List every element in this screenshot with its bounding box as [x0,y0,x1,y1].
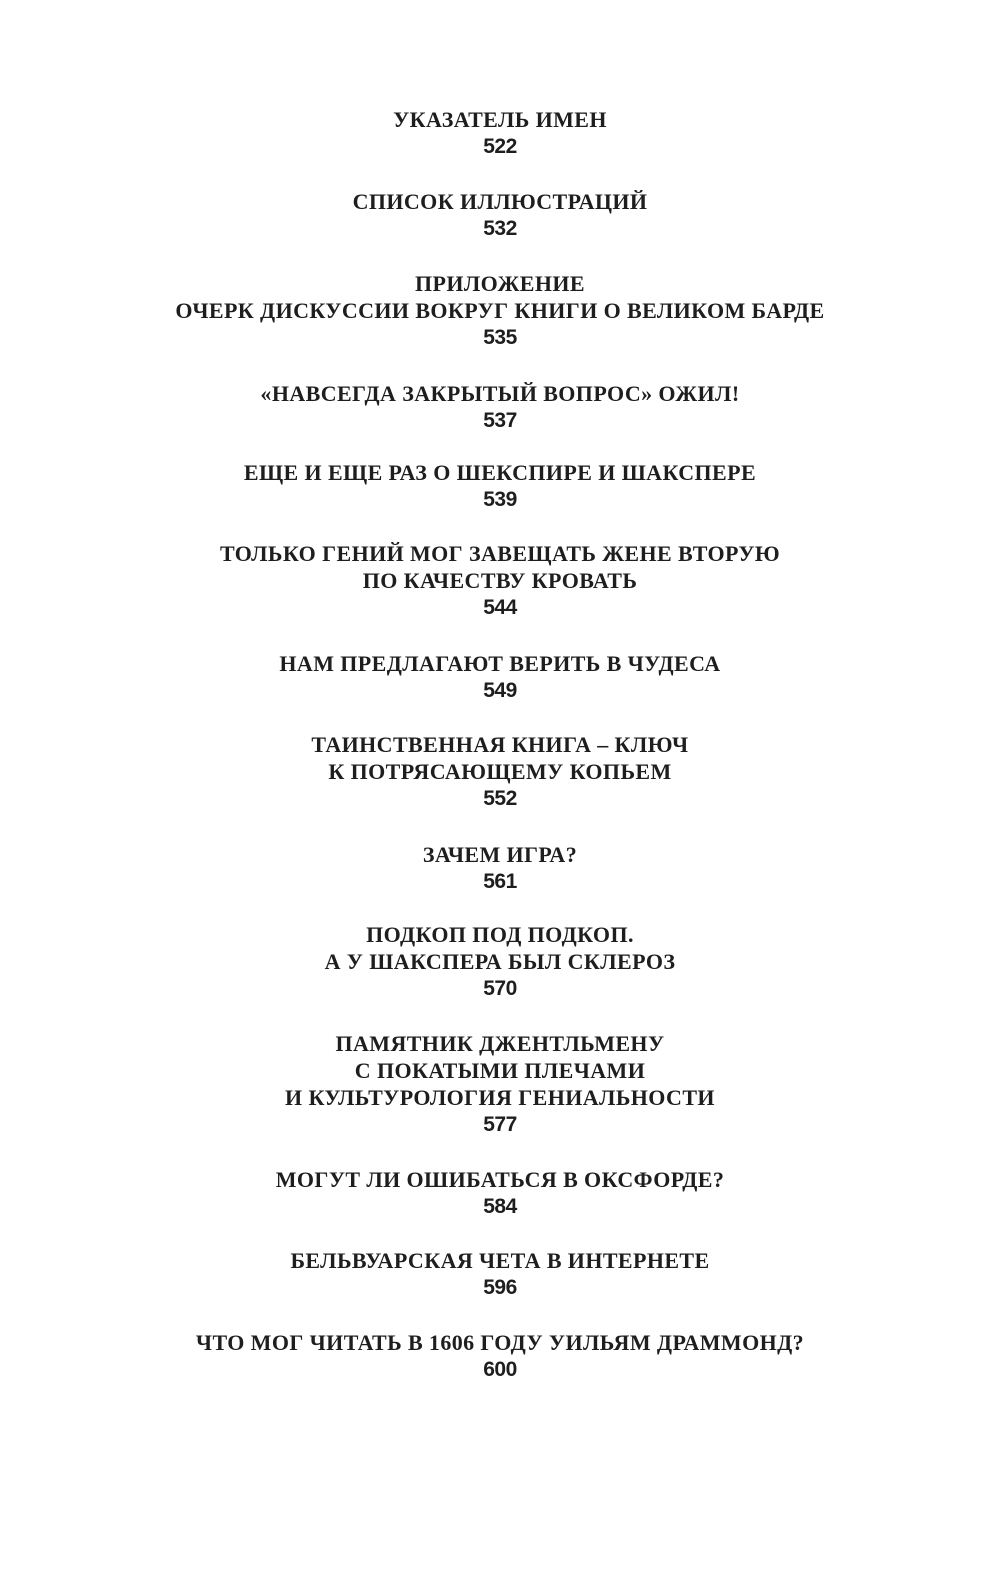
page-number: 600 [483,1358,517,1381]
page-number: 537 [483,409,517,432]
entry-title: ЕЩЕ И ЕЩЕ РАЗ О ШЕКСПИРЕ И ШАКСПЕРЕ [243,460,757,485]
entry-title: А У ШАКСПЕРА БЫЛ СКЛЕРОЗ [324,949,676,974]
toc-entry [0,841,1000,895]
entry-title: МОГУТ ЛИ ОШИБАТЬСЯ В ОКСФОРДЕ? [275,1167,725,1192]
toc-entry [0,540,1000,621]
entry-title: ПОДКОП ПОД ПОДКОП. [366,922,634,947]
entry-title: ПРИЛОЖЕНИЕ [415,271,585,296]
toc-entry [0,270,1000,351]
entry-title: СПИСОК ИЛЛЮСТРАЦИЙ [352,189,648,214]
page-number: 522 [483,135,517,158]
entry-title: ПО КАЧЕСТВУ КРОВАТЬ [362,568,638,593]
entry-title: ЗАЧЕМ ИГРА? [422,842,578,867]
page-number: 535 [483,326,517,349]
entry-title: БЕЛЬВУАРСКАЯ ЧЕТА В ИНТЕРНЕТЕ [290,1248,710,1273]
entry-title: ПАМЯТНИК ДЖЕНТЛЬМЕНУ [335,1031,665,1056]
entry-title: ТАИНСТВЕННАЯ КНИГА – КЛЮЧ [311,732,689,757]
entry-title: ОЧЕРК ДИСКУССИИ ВОКРУГ КНИГИ О ВЕЛИКОМ БАРДЕ [175,298,825,323]
toc-entry [0,459,1000,513]
page-number: 544 [483,596,517,619]
toc-entry [0,1247,1000,1301]
toc-entry [0,1166,1000,1220]
page-number: 596 [483,1276,517,1299]
entry-title: ТОЛЬКО ГЕНИЙ МОГ ЗАВЕЩАТЬ ЖЕНЕ ВТОРУЮ [219,541,781,566]
toc-entry [0,921,1000,1002]
toc-entry [0,1329,1000,1383]
entry-title: ЧТО МОГ ЧИТАТЬ В 1606 ГОДУ УИЛЬЯМ ДРАММОНД? [195,1330,805,1355]
toc-entry [0,106,1000,160]
entry-title: УКАЗАТЕЛЬ ИМЕН [393,107,607,132]
toc-entry [0,188,1000,242]
entry-title: И КУЛЬТУРОЛОГИЯ ГЕНИАЛЬНОСТИ [285,1085,715,1110]
page-number: 532 [483,217,517,240]
toc-entry [0,731,1000,812]
page-number: 539 [483,488,517,511]
page-number: 584 [483,1195,517,1218]
toc-entry [0,650,1000,704]
entry-title: К ПОТРЯСАЮЩЕМУ КОПЬЕМ [328,759,672,784]
page-number: 561 [483,870,517,893]
entry-title: НАМ ПРЕДЛАГАЮТ ВЕРИТЬ В ЧУДЕСА [279,651,721,676]
toc-entry [0,1030,1000,1138]
toc-entry [0,380,1000,434]
entry-title: «НАВСЕГДА ЗАКРЫТЫЙ ВОПРОС» ОЖИЛ! [260,381,740,406]
page-number: 552 [483,787,517,810]
page-number: 570 [483,977,517,1000]
page-number: 577 [483,1113,517,1136]
page-number: 549 [483,679,517,702]
entry-title: С ПОКАТЫМИ ПЛЕЧАМИ [354,1058,646,1083]
